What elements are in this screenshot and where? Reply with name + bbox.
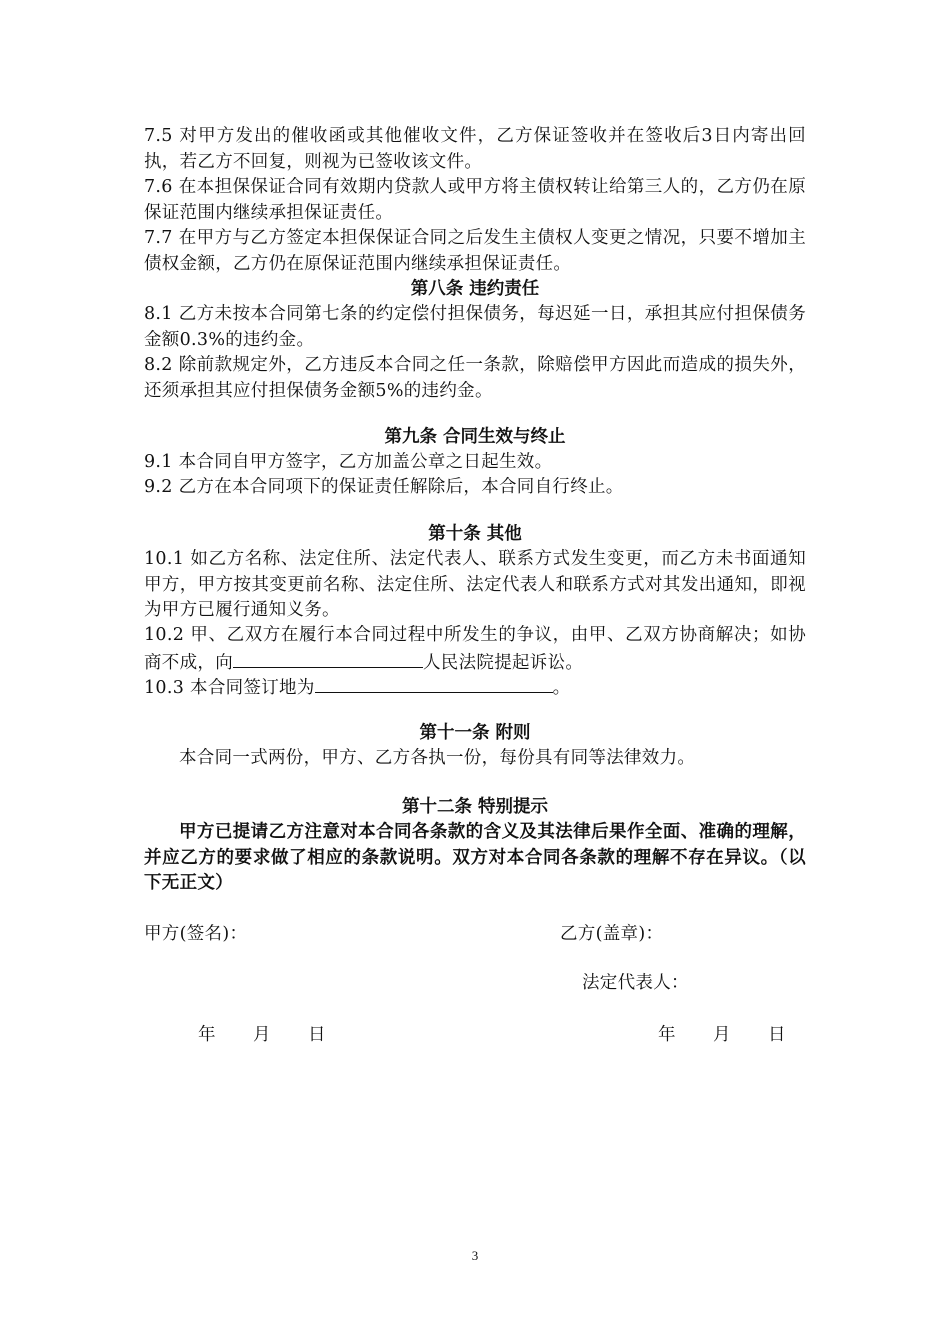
court-name-blank[interactable] (233, 649, 423, 668)
clause-10-3-text: 10.3 本合同签订地为 (144, 678, 315, 698)
day-label: 日 (768, 1025, 786, 1045)
clause-10-2-text: 10.2 甲、乙双方在履行本合同过程中所发生的争议，由甲、乙双方协商解决；如协商不成，向 (144, 625, 806, 673)
party-a-signature-label: 甲方(签名)： (144, 924, 248, 944)
clause-10-1: 10.1 如乙方名称、法定住所、法定代表人、联系方式发生变更，而乙方未书面通知甲方，甲方按其变更前名称、法定住所、法定代表人和联系方式对其发出通知，即视为甲方已履行通知义务。 (144, 549, 806, 620)
clause-10-3-tail: 。 (552, 678, 571, 698)
clause-9-1: 9.1 本合同自甲方签字，乙方加盖公章之日起生效。 (144, 452, 553, 472)
page-number: 3 (471, 1248, 479, 1263)
clause-9-2: 9.2 乙方在本合同项下的保证责任解除后，本合同自行终止。 (144, 477, 624, 497)
clause-8-1: 8.1 乙方未按本合同第七条的约定偿付担保债务，每迟延一日，承担其应付担保债务金额0.3%的违约金。 (144, 304, 806, 350)
year-label: 年 (658, 1025, 676, 1045)
clause-10-2 (144, 623, 806, 676)
party-b-date (658, 1021, 786, 1046)
article-12-heading: 第十二条 特别提示 (401, 797, 549, 817)
article-10-heading: 第十条 其他 (428, 524, 522, 544)
party-b-seal-label: 乙方(盖章)： (560, 924, 664, 944)
month-label: 月 (253, 1025, 271, 1045)
clause-7-5: 7.5 对甲方发出的催收函或其他催收文件，乙方保证签收并在签收后3日内寄出回执，若乙方不回复，则视为已签收该文件。 (144, 126, 806, 172)
party-a-date (198, 1021, 326, 1046)
day-label: 日 (308, 1025, 326, 1045)
clause-7-7: 7.7 在甲方与乙方签定本担保保证合同之后发生主债权人变更之情况，只要不增加主债权金额，乙方仍在原保证范围内继续承担保证责任。 (144, 228, 806, 274)
article-11-heading: 第十一条 附则 (419, 723, 531, 743)
clause-8-2: 8.2 除前款规定外，乙方违反本合同之任一条款，除赔偿甲方因此而造成的损失外，还须承担其应付担保债务金额5%的违约金。 (144, 355, 806, 401)
clause-10-3 (144, 674, 806, 702)
clause-10-2-tail: 人民法院提起诉讼。 (423, 652, 584, 673)
year-label: 年 (198, 1025, 216, 1045)
article-11-text: 本合同一式两份，甲方、乙方各执一份，每份具有同等法律效力。 (179, 748, 696, 768)
signing-place-blank[interactable] (315, 674, 553, 693)
month-label: 月 (713, 1025, 731, 1045)
legal-representative-label: 法定代表人： (582, 973, 689, 993)
article-9-heading: 第九条 合同生效与终止 (384, 427, 566, 447)
article-12-text: 甲方已提请乙方注意对本合同各条款的含义及其法律后果作全面、准确的理解，并应乙方的要求做了相应的条款说明。双方对本合同各条款的理解不存在异议。（以下无正文） (144, 822, 806, 893)
clause-7-6: 7.6 在本担保保证合同有效期内贷款人或甲方将主债权转让给第三人的，乙方仍在原保证范围内继续承担保证责任。 (144, 177, 806, 223)
article-8-heading: 第八条 违约责任 (410, 279, 540, 299)
